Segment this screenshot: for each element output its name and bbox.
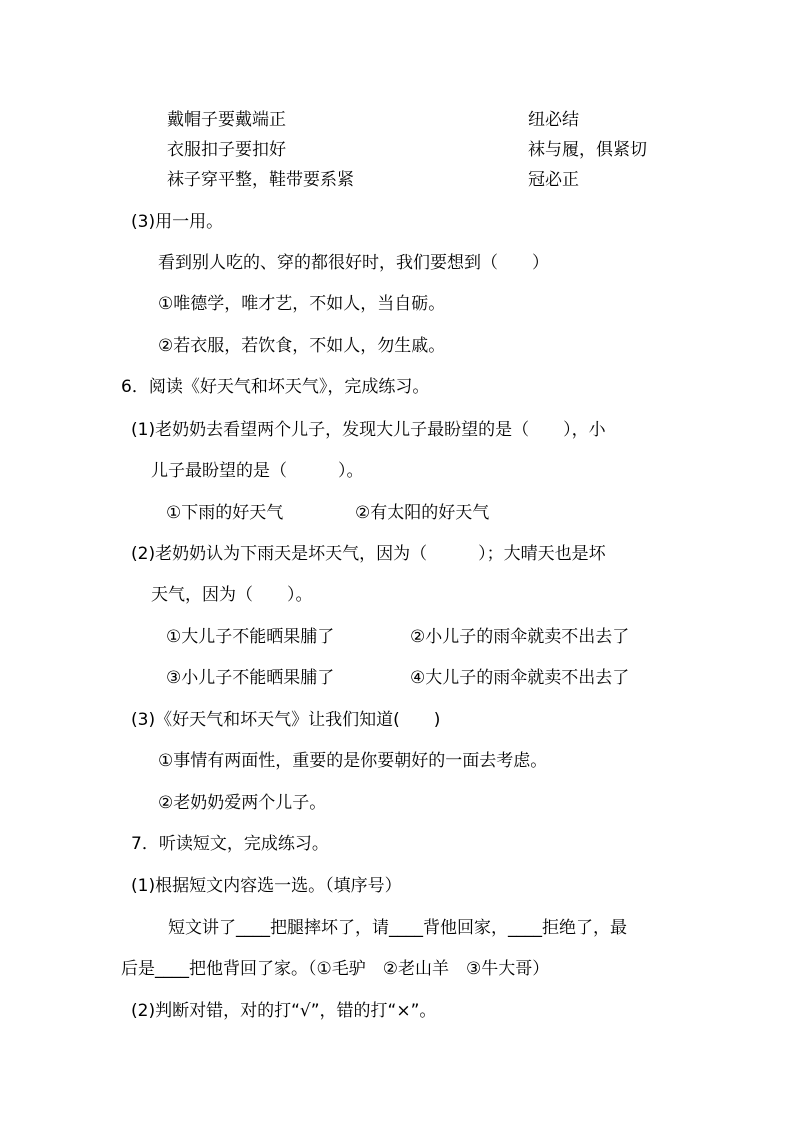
q6-2-option-2: ②小儿子的雨伞就卖不出去了	[410, 627, 630, 647]
q5-3-option-2: ②若衣服，若饮食，不如人，勿生戚。	[158, 336, 446, 356]
q6-2-line-2: 天气，因为（ ）。	[151, 585, 313, 605]
q7-2-heading: (2)判断对错，对的打“√”，错的打“×”。	[131, 1001, 437, 1021]
match-left-2: 衣服扣子要扣好	[167, 140, 286, 160]
q7-1-line-1: 短文讲了____把腿摔坏了，请____背他回家，____拒绝了，最	[168, 918, 627, 938]
match-left-3: 袜子穿平整，鞋带要系紧	[167, 170, 354, 190]
q6-title: 6．阅读《好天气和坏天气》，完成练习。	[121, 377, 430, 397]
q5-3-question: 看到别人吃的、穿的都很好时，我们要想到（ ）	[158, 253, 549, 273]
q6-2-option-3: ③小儿子不能晒果脯了	[166, 668, 335, 688]
q7-1-line-2: 后是____把他背回了家。（①毛驴 ②老山羊 ③牛大哥）	[121, 959, 550, 979]
q6-3-option-2: ②老奶奶爱两个儿子。	[158, 793, 327, 813]
q6-3-option-1: ①事情有两面性，重要的是你要朝好的一面去考虑。	[158, 751, 548, 771]
q6-1-line-2: 儿子最盼望的是（ ）。	[151, 461, 364, 481]
match-left-1: 戴帽子要戴端正	[167, 110, 286, 130]
q5-3-heading: (3)用一用。	[131, 212, 224, 232]
q7-1-heading: (1)根据短文内容选一选。（填序号）	[131, 876, 402, 896]
match-right-2: 袜与履，俱紧切	[528, 140, 647, 160]
q6-1-option-b: ②有太阳的好天气	[355, 503, 490, 523]
q5-3-option-1: ①唯德学，唯才艺，不如人，当自砺。	[158, 294, 446, 314]
q7-title: 7．听读短文，完成练习。	[131, 834, 329, 854]
match-right-3: 冠必正	[528, 170, 579, 190]
q6-3-question: (3)《好天气和坏天气》让我们知道( )	[131, 710, 441, 730]
match-right-1: 纽必结	[528, 110, 579, 130]
q6-2-line-1: (2)老奶奶认为下雨天是坏天气，因为（ ）；大晴天也是坏	[131, 544, 606, 564]
q6-2-option-4: ④大儿子的雨伞就卖不出去了	[410, 668, 630, 688]
q6-2-option-1: ①大儿子不能晒果脯了	[166, 627, 335, 647]
q6-1-line-1: (1)老奶奶去看望两个儿子，发现大儿子最盼望的是（ ），小	[131, 420, 606, 440]
q6-1-option-a: ①下雨的好天气	[166, 503, 284, 523]
